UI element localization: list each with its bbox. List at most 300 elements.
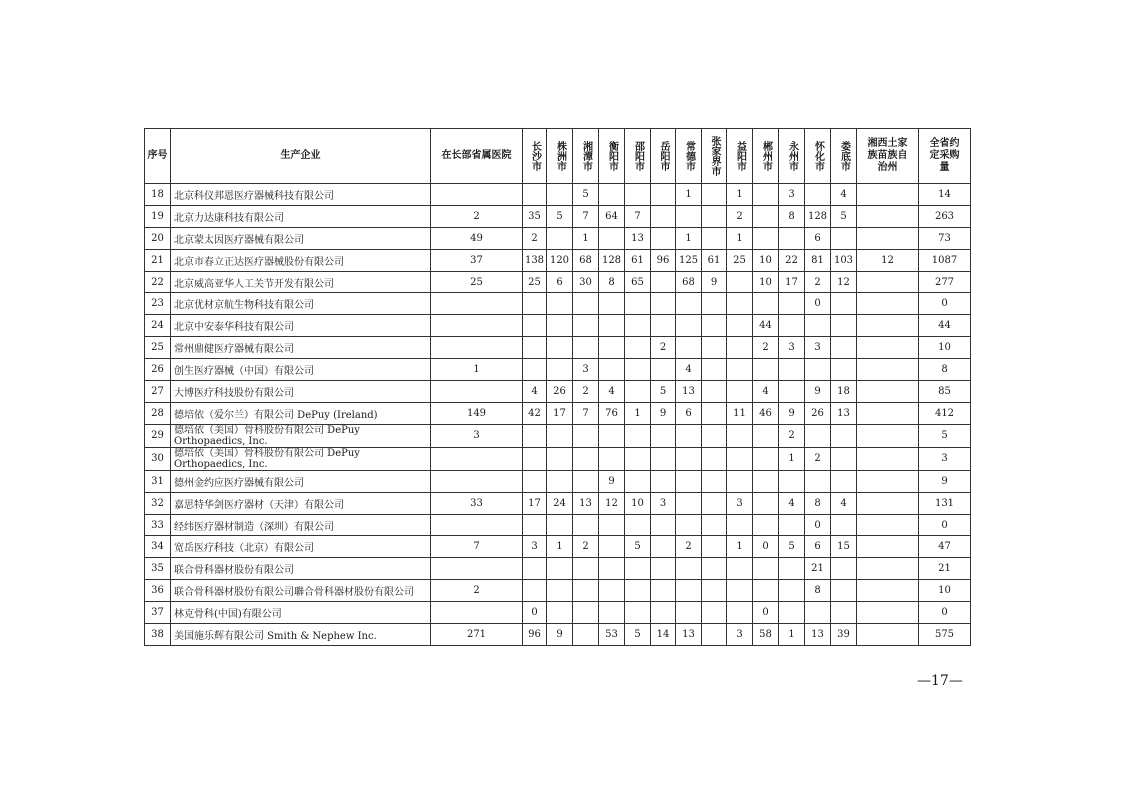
row-value: 3 — [431, 424, 523, 447]
row-value: 120 — [547, 249, 573, 271]
table-row — [145, 558, 971, 580]
row-value: 68 — [573, 249, 599, 271]
header-city: 邵阳市 — [625, 129, 651, 184]
row-value — [599, 184, 625, 206]
row-value: 128 — [805, 205, 831, 227]
row-value — [573, 315, 599, 337]
header-city: 岳阳市 — [651, 129, 676, 184]
row-company: 美国施乐辉有限公司 Smith & Nephew Inc. — [171, 624, 431, 646]
row-value — [676, 205, 702, 227]
row-value: 2 — [727, 205, 753, 227]
row-value: 0 — [805, 514, 831, 536]
row-value: 6 — [676, 402, 702, 424]
row-value: 4 — [779, 492, 805, 514]
row-value: 13 — [676, 624, 702, 646]
row-value: 25 — [523, 271, 547, 293]
row-value: 6 — [805, 536, 831, 558]
row-value: 5 — [651, 381, 676, 403]
row-value — [431, 381, 523, 403]
row-value: 68 — [676, 271, 702, 293]
row-company: 经纬医疗器材制造（深圳）有限公司 — [171, 514, 431, 536]
row-value — [857, 470, 919, 492]
row-value — [676, 424, 702, 447]
header-seq: 序号 — [145, 129, 171, 184]
row-value — [547, 514, 573, 536]
table-row — [145, 359, 971, 381]
row-value — [523, 337, 547, 359]
row-value: 13 — [831, 402, 857, 424]
row-value — [727, 424, 753, 447]
row-value — [431, 470, 523, 492]
row-seq: 38 — [145, 624, 171, 646]
row-value: 17 — [547, 402, 573, 424]
row-value — [805, 359, 831, 381]
header-provincial-hospital: 在长部省属医院 — [431, 129, 523, 184]
row-value — [676, 514, 702, 536]
row-value — [831, 447, 857, 470]
table-row — [145, 580, 971, 602]
row-value: 4 — [599, 381, 625, 403]
row-seq: 28 — [145, 402, 171, 424]
row-value: 271 — [431, 624, 523, 646]
row-value — [573, 580, 599, 602]
row-value: 13 — [625, 227, 651, 249]
row-value — [651, 184, 676, 206]
row-value — [805, 424, 831, 447]
row-value — [702, 184, 727, 206]
row-value — [651, 424, 676, 447]
row-value: 5 — [547, 205, 573, 227]
row-value — [753, 558, 779, 580]
row-value: 2 — [523, 227, 547, 249]
header-city: 娄底市 — [831, 129, 857, 184]
row-value: 0 — [753, 536, 779, 558]
row-value: 21 — [805, 558, 831, 580]
row-value — [831, 337, 857, 359]
row-value: 10 — [625, 492, 651, 514]
row-value: 76 — [599, 402, 625, 424]
row-value — [625, 514, 651, 536]
row-seq: 26 — [145, 359, 171, 381]
row-value: 12 — [831, 271, 857, 293]
row-value — [599, 293, 625, 315]
row-value: 14 — [651, 624, 676, 646]
row-total: 21 — [919, 558, 971, 580]
row-company: 北京力达康科技有限公司 — [171, 205, 431, 227]
row-seq: 37 — [145, 602, 171, 624]
row-company: 创生医疗器械（中国）有限公司 — [171, 359, 431, 381]
table-row — [145, 315, 971, 337]
row-value — [831, 359, 857, 381]
row-value — [523, 558, 547, 580]
table-row — [145, 184, 971, 206]
row-value — [702, 205, 727, 227]
table-row — [145, 424, 971, 447]
page-number: —17— — [917, 673, 963, 689]
row-value — [651, 602, 676, 624]
row-value: 17 — [523, 492, 547, 514]
row-value — [702, 293, 727, 315]
row-value — [625, 315, 651, 337]
row-value — [625, 580, 651, 602]
row-value — [857, 402, 919, 424]
row-value: 0 — [523, 602, 547, 624]
row-value — [857, 227, 919, 249]
row-value — [573, 447, 599, 470]
row-value: 18 — [831, 381, 857, 403]
row-value — [727, 359, 753, 381]
row-value: 1 — [727, 227, 753, 249]
row-value: 12 — [599, 492, 625, 514]
row-value — [573, 337, 599, 359]
row-value: 7 — [431, 536, 523, 558]
row-value: 81 — [805, 249, 831, 271]
row-value: 17 — [779, 271, 805, 293]
table-row — [145, 514, 971, 536]
row-value — [651, 227, 676, 249]
row-value — [805, 602, 831, 624]
row-value — [753, 205, 779, 227]
row-value — [702, 315, 727, 337]
row-value — [779, 602, 805, 624]
row-value — [625, 293, 651, 315]
row-seq: 20 — [145, 227, 171, 249]
row-value: 2 — [573, 381, 599, 403]
row-value: 9 — [651, 402, 676, 424]
row-total: 131 — [919, 492, 971, 514]
row-value — [857, 558, 919, 580]
row-value: 1 — [676, 184, 702, 206]
row-value: 1 — [573, 227, 599, 249]
row-value — [599, 337, 625, 359]
row-company: 联合骨科器材股份有限公司聯合骨科器材股份有限公司 — [171, 580, 431, 602]
row-total: 10 — [919, 580, 971, 602]
row-value — [431, 184, 523, 206]
row-value: 53 — [599, 624, 625, 646]
row-value — [857, 536, 919, 558]
row-value: 3 — [573, 359, 599, 381]
row-value — [753, 359, 779, 381]
row-value — [676, 580, 702, 602]
row-value — [857, 424, 919, 447]
row-value: 103 — [831, 249, 857, 271]
row-value: 7 — [625, 205, 651, 227]
table-row — [145, 402, 971, 424]
row-value — [625, 558, 651, 580]
row-value — [676, 558, 702, 580]
row-value — [547, 315, 573, 337]
row-value — [547, 558, 573, 580]
row-value: 2 — [779, 424, 805, 447]
procurement-table — [144, 128, 971, 646]
row-value — [857, 271, 919, 293]
row-value: 61 — [625, 249, 651, 271]
row-value — [779, 227, 805, 249]
row-value — [651, 536, 676, 558]
row-value — [831, 293, 857, 315]
row-value — [727, 337, 753, 359]
row-value — [599, 580, 625, 602]
row-value: 64 — [599, 205, 625, 227]
row-value — [547, 424, 573, 447]
row-value: 33 — [431, 492, 523, 514]
row-total: 263 — [919, 205, 971, 227]
row-value: 13 — [573, 492, 599, 514]
row-seq: 35 — [145, 558, 171, 580]
header-city: 张家界市 — [702, 129, 727, 184]
row-value — [831, 558, 857, 580]
row-value: 2 — [651, 337, 676, 359]
row-value — [523, 447, 547, 470]
row-value — [547, 293, 573, 315]
row-value: 5 — [625, 536, 651, 558]
row-value — [857, 624, 919, 646]
header-city: 郴州市 — [753, 129, 779, 184]
row-value: 1 — [547, 536, 573, 558]
row-value: 1 — [431, 359, 523, 381]
row-value: 3 — [727, 624, 753, 646]
header-city: 长沙市 — [523, 129, 547, 184]
row-value — [779, 293, 805, 315]
row-value: 9 — [805, 381, 831, 403]
row-value — [753, 293, 779, 315]
row-value: 10 — [753, 271, 779, 293]
row-company: 北京中安泰华科技有限公司 — [171, 315, 431, 337]
row-value: 96 — [523, 624, 547, 646]
row-value: 7 — [573, 402, 599, 424]
row-value — [702, 227, 727, 249]
row-value — [651, 271, 676, 293]
row-value — [625, 359, 651, 381]
row-value — [523, 470, 547, 492]
row-value — [779, 470, 805, 492]
procurement-table-container — [144, 128, 971, 646]
row-value — [676, 492, 702, 514]
row-value — [573, 624, 599, 646]
row-seq: 31 — [145, 470, 171, 492]
row-value — [573, 293, 599, 315]
row-value — [857, 447, 919, 470]
row-value — [523, 359, 547, 381]
row-value — [651, 447, 676, 470]
row-value: 125 — [676, 249, 702, 271]
row-value — [676, 447, 702, 470]
row-value — [547, 337, 573, 359]
row-value — [753, 580, 779, 602]
row-company: 林克骨科(中国)有限公司 — [171, 602, 431, 624]
row-value — [702, 536, 727, 558]
row-value — [431, 293, 523, 315]
row-value — [857, 381, 919, 403]
row-value — [831, 514, 857, 536]
row-company: 德培依（美国）骨科股份有限公司 DePuy Orthopaedics, Inc. — [171, 447, 431, 470]
row-value — [599, 227, 625, 249]
row-value — [431, 337, 523, 359]
row-total: 10 — [919, 337, 971, 359]
row-value: 37 — [431, 249, 523, 271]
row-value: 128 — [599, 249, 625, 271]
row-value — [431, 315, 523, 337]
table-row — [145, 293, 971, 315]
table-body — [145, 184, 971, 646]
row-value — [676, 602, 702, 624]
table-row — [145, 536, 971, 558]
row-value — [523, 293, 547, 315]
row-seq: 36 — [145, 580, 171, 602]
row-value — [625, 470, 651, 492]
row-value — [753, 424, 779, 447]
row-value — [431, 447, 523, 470]
header-total: 全省约定采购量 — [919, 129, 971, 184]
row-value: 0 — [805, 293, 831, 315]
row-total: 47 — [919, 536, 971, 558]
row-value — [702, 602, 727, 624]
row-value — [753, 227, 779, 249]
header-city: 永州市 — [779, 129, 805, 184]
row-value — [599, 359, 625, 381]
row-value — [547, 470, 573, 492]
row-seq: 21 — [145, 249, 171, 271]
row-value: 25 — [431, 271, 523, 293]
row-value — [599, 536, 625, 558]
header-xiangxi: 湘西土家族苗族自治州 — [857, 129, 919, 184]
row-value — [805, 184, 831, 206]
row-total: 14 — [919, 184, 971, 206]
row-value — [702, 514, 727, 536]
row-value — [651, 580, 676, 602]
table-row — [145, 624, 971, 646]
row-value — [727, 602, 753, 624]
row-value: 2 — [753, 337, 779, 359]
row-value — [651, 470, 676, 492]
table-row — [145, 205, 971, 227]
row-value — [702, 424, 727, 447]
row-value — [857, 205, 919, 227]
row-seq: 25 — [145, 337, 171, 359]
row-value — [805, 470, 831, 492]
row-value — [727, 315, 753, 337]
row-value — [431, 602, 523, 624]
row-value: 8 — [805, 580, 831, 602]
row-total: 412 — [919, 402, 971, 424]
row-value — [857, 514, 919, 536]
header-city: 常德市 — [676, 129, 702, 184]
row-total: 8 — [919, 359, 971, 381]
row-company: 德州金约应医疗器械有限公司 — [171, 470, 431, 492]
row-value: 26 — [547, 381, 573, 403]
row-value: 26 — [805, 402, 831, 424]
row-value: 1 — [779, 624, 805, 646]
row-value — [727, 293, 753, 315]
row-company: 北京科仪邦恩医疗器械科技有限公司 — [171, 184, 431, 206]
row-value — [857, 315, 919, 337]
row-value — [625, 447, 651, 470]
row-value — [599, 447, 625, 470]
row-value — [702, 624, 727, 646]
row-value — [857, 184, 919, 206]
row-value: 65 — [625, 271, 651, 293]
row-value: 4 — [523, 381, 547, 403]
row-value: 61 — [702, 249, 727, 271]
row-value: 10 — [753, 249, 779, 271]
row-value — [651, 514, 676, 536]
header-company: 生产企业 — [171, 129, 431, 184]
row-value: 1 — [676, 227, 702, 249]
row-company: 北京优材京航生物科技有限公司 — [171, 293, 431, 315]
row-value — [573, 514, 599, 536]
row-value — [651, 558, 676, 580]
row-company: 北京市春立正达医疗器械股份有限公司 — [171, 249, 431, 271]
row-value — [753, 447, 779, 470]
row-company: 宽岳医疗科技（北京）有限公司 — [171, 536, 431, 558]
table-row — [145, 492, 971, 514]
row-value: 2 — [676, 536, 702, 558]
row-value — [651, 293, 676, 315]
row-value — [651, 359, 676, 381]
row-total: 575 — [919, 624, 971, 646]
row-value — [625, 337, 651, 359]
row-value: 2 — [805, 447, 831, 470]
row-seq: 27 — [145, 381, 171, 403]
row-value: 9 — [599, 470, 625, 492]
row-value — [753, 470, 779, 492]
row-total: 85 — [919, 381, 971, 403]
row-value — [831, 424, 857, 447]
row-company: 联合骨科器材股份有限公司 — [171, 558, 431, 580]
row-value: 5 — [573, 184, 599, 206]
row-value — [727, 381, 753, 403]
row-value: 4 — [753, 381, 779, 403]
table-row — [145, 337, 971, 359]
row-value — [702, 359, 727, 381]
header-city: 益阳市 — [727, 129, 753, 184]
row-company: 德培依（美国）骨科股份有限公司 DePuy Orthopaedics, Inc. — [171, 424, 431, 447]
row-value: 8 — [779, 205, 805, 227]
row-value — [547, 447, 573, 470]
row-value: 30 — [573, 271, 599, 293]
row-total: 3 — [919, 447, 971, 470]
row-value — [547, 227, 573, 249]
row-company: 北京威高亚华人工关节开发有限公司 — [171, 271, 431, 293]
row-value — [676, 470, 702, 492]
row-value: 5 — [831, 205, 857, 227]
row-value: 25 — [727, 249, 753, 271]
row-value: 44 — [753, 315, 779, 337]
row-value — [857, 580, 919, 602]
row-value: 0 — [753, 602, 779, 624]
row-company: 北京蒙太因医疗器械有限公司 — [171, 227, 431, 249]
row-seq: 30 — [145, 447, 171, 470]
row-value — [625, 184, 651, 206]
row-value: 9 — [547, 624, 573, 646]
row-value — [431, 514, 523, 536]
table-row — [145, 602, 971, 624]
row-value — [779, 359, 805, 381]
row-value: 12 — [857, 249, 919, 271]
table-row — [145, 381, 971, 403]
row-value: 4 — [831, 492, 857, 514]
table-row — [145, 249, 971, 271]
row-value: 2 — [431, 205, 523, 227]
row-value — [523, 184, 547, 206]
row-value — [779, 580, 805, 602]
row-value: 22 — [779, 249, 805, 271]
row-value — [651, 315, 676, 337]
row-value — [651, 205, 676, 227]
row-value: 4 — [831, 184, 857, 206]
row-value — [727, 271, 753, 293]
table-row — [145, 447, 971, 470]
